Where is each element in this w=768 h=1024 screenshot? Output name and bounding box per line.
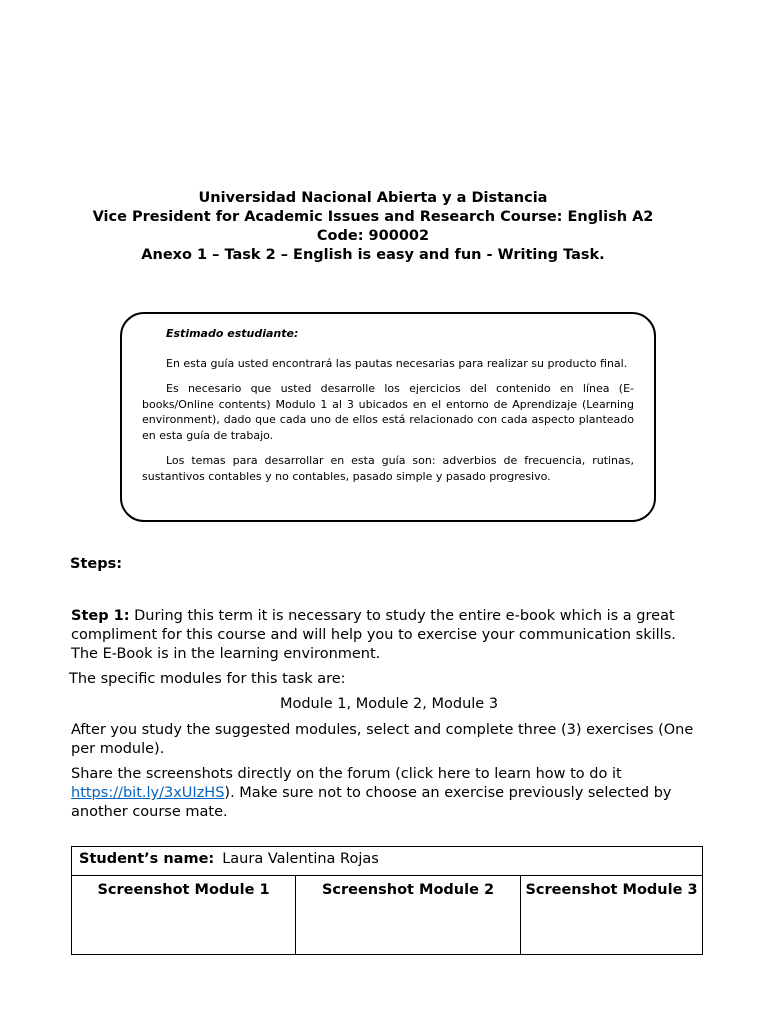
modules-list: Module 1, Module 2, Module 3: [279, 696, 499, 712]
student-name-cell: [72, 847, 703, 876]
screenshot-row: [72, 876, 703, 955]
notice-paragraph: En esta guía usted encontrará las pautas necesarias para realizar su producto final.: [166, 356, 628, 370]
header-course: Vice President for Academic Issues and Research Course: English A2: [92, 209, 654, 225]
modules-intro: The specific modules for this task are:: [69, 671, 346, 687]
share-text-after: ). Make sure not to choose an exercise previously selected by another course mate.: [71, 785, 672, 820]
student-name-label: Student’s name:: [79, 851, 215, 867]
student-name-row: [72, 847, 703, 876]
share-paragraph: [71, 765, 707, 822]
screenshot-module-3-cell: Screenshot Module 3: [521, 876, 703, 955]
header-code: Code: 900002: [316, 228, 430, 244]
share-text-before: Share the screenshots directly on the forum (click here to learn how to do it: [71, 766, 622, 782]
notice-greeting: Estimado estudiante:: [166, 327, 299, 340]
notice-paragraph: Es necesario que usted desarrolle los ejercicios del contenido en línea (E-books/Online contents) Modulo 1 al 3 ubicados en el entorno de Aprendizaje (Learning environment), dado que cada uno de ellos está relacionado con cada aspecto planteado en esta guía de trabajo.: [142, 382, 634, 442]
after-study-paragraph: After you study the suggested modules, select and complete three (3) exercises (One per module).: [71, 722, 694, 757]
screenshot-module-2-cell: Screenshot Module 2: [296, 876, 521, 955]
steps-heading: Steps:: [70, 556, 123, 572]
screenshot-module-1-cell: Screenshot Module 1: [72, 876, 296, 955]
header-task: Anexo 1 – Task 2 – English is easy and fun - Writing Task.: [141, 247, 605, 263]
notice-paragraph: Los temas para desarrollar en esta guía son: adverbios de frecuencia, rutinas, sustantivos contables y no contables, pasado simple y pasado progresivo.: [142, 454, 634, 483]
step1-paragraph: [71, 607, 707, 664]
document-header: [0, 189, 746, 265]
header-university: Universidad Nacional Abierta y a Distancia: [198, 190, 548, 206]
step1-label: Step 1:: [71, 608, 130, 624]
student-name-value: Laura Valentina Rojas: [222, 851, 379, 867]
submission-table: [71, 846, 703, 955]
step1-text: During this term it is necessary to study the entire e-book which is a great compliment for this course and will help you to exercise your communication skills. The E-Book is in the learning environment.: [71, 608, 676, 662]
forum-help-link[interactable]: https://bit.ly/3xUIzHS: [71, 785, 225, 801]
student-notice-box: [120, 312, 656, 522]
